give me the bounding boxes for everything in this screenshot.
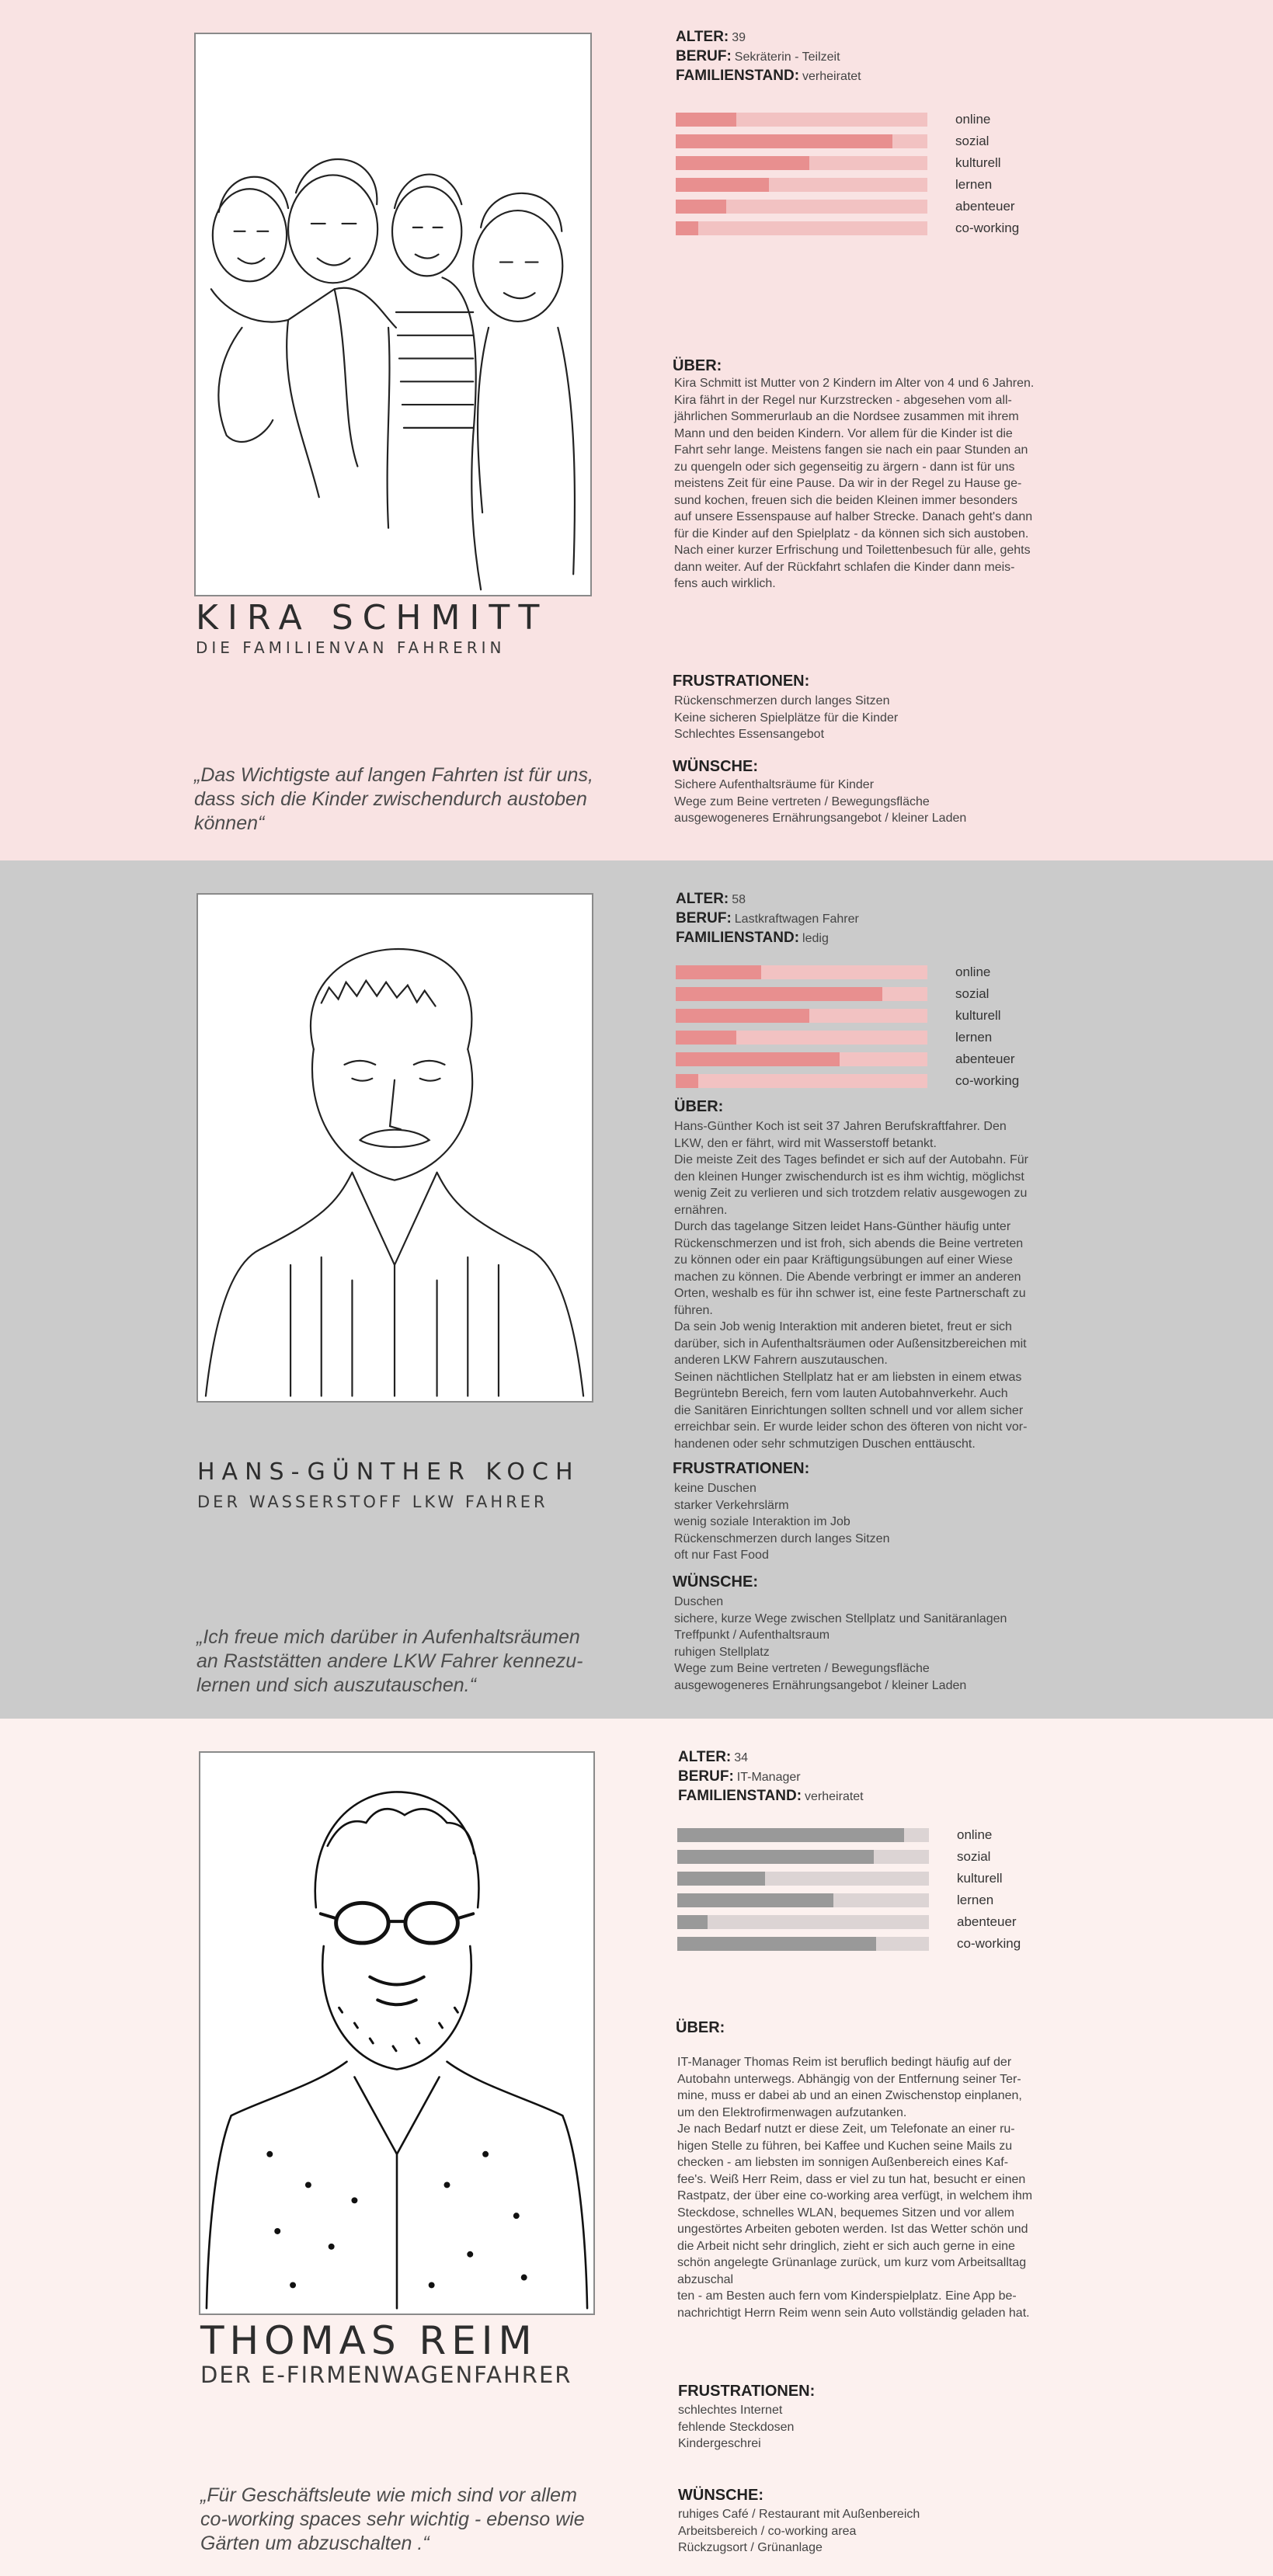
trait-bar-fill <box>676 134 892 148</box>
trait-bar-label: lernen <box>955 1030 993 1045</box>
persona-meta <box>676 890 859 948</box>
trait-bar-track <box>677 1893 929 1907</box>
trait-bar-track <box>677 1828 929 1842</box>
trait-bar-fill <box>676 156 809 170</box>
trait-bar-track <box>677 1915 929 1929</box>
frustrations-heading: FRUSTRATIONEN: <box>673 1460 810 1477</box>
frustrations-text: Rückenschmerzen durch langes Sitzen Keine sicheren Spielplätze für die Kinder Schlechtes Essensangebot <box>674 694 899 741</box>
trait-bar-track <box>676 200 927 214</box>
bearded-man-sketch-image <box>200 1753 593 2314</box>
persona-name: KIRA SCHMITT <box>196 598 549 638</box>
trait-bar-label: co-working <box>957 1936 1021 1951</box>
trait-bar-track <box>677 1937 929 1951</box>
trait-bar-fill <box>676 1074 698 1088</box>
persona-quote: „Für Geschäftsleute wie mich sind vor allem co-working spaces sehr wichtig - ebenso wie Gärten um abzuschalten .“ <box>200 2484 585 2554</box>
trait-bar-label: abenteuer <box>957 1914 1017 1929</box>
persona-meta <box>676 28 861 86</box>
persona-meta <box>678 1748 864 1806</box>
about-heading: ÜBER: <box>673 357 722 374</box>
age-row <box>676 28 861 47</box>
persona-subtitle: DER WASSERSTOFF LKW FAHRER <box>197 1493 548 1511</box>
age-value: 34 <box>734 1751 749 1764</box>
trait-bar-fill <box>676 200 726 214</box>
trait-bar-track <box>676 1074 927 1088</box>
trait-bar-track <box>677 1850 929 1864</box>
family-sketch-image <box>196 34 590 595</box>
status-value: ledig <box>802 932 829 945</box>
trait-bar-fill <box>677 1850 874 1864</box>
job-label: BERUF: <box>676 910 732 926</box>
trait-bar-track <box>676 221 927 235</box>
trait-bar-label: kulturell <box>957 1871 1003 1886</box>
trait-bar-label: sozial <box>955 134 990 148</box>
frustrations-text: schlechtes Internet fehlende Steckdosen Kindergeschrei <box>678 2404 795 2450</box>
status-label: FAMILIENSTAND: <box>676 930 800 946</box>
age-value: 39 <box>732 31 746 44</box>
trait-bar-fill <box>677 1828 904 1842</box>
job-value: Sekräterin - Teilzeit <box>734 50 840 64</box>
trait-bar-label: sozial <box>957 1849 991 1864</box>
trait-bar-fill <box>677 1915 708 1929</box>
trait-bar-fill <box>677 1893 833 1907</box>
trait-bar-label: sozial <box>955 986 990 1001</box>
trait-bar-track <box>676 965 927 979</box>
wishes-text: ruhiges Café / Restaurant mit Außenbereich Arbeitsbereich / co-working area Rückzugsort / Grünanlage <box>678 2508 920 2554</box>
persona-section-hans-guenther <box>0 860 1273 1719</box>
trait-bar-label: online <box>957 1827 993 1842</box>
trait-bar-label: abenteuer <box>955 1052 1015 1066</box>
trait-bar-label: online <box>955 112 991 127</box>
persona-section-kira <box>0 0 1273 860</box>
trait-bar-fill <box>677 1937 876 1951</box>
trait-bar-fill <box>676 113 736 127</box>
about-text: IT-Manager Thomas Reim ist beruflich bedingt häufig auf der Autobahn unterwegs. Abhängig von der Entfernung seiner Ter- mine, muss er dabei ab und an einen Zwischenstop einplanen, um den Elektrofirmenwagen aufzutanken. Je nach Bedarf nutzt er diese Zeit, um Telefonate an einer ru- higen Stelle zu führen, bei Kaffee und Kuchen seine Mails zu checken - am liebsten im sonnigen Außenbereich eines Kaf- fee's. Weiß Herr Reim, dass er viel zu tun hat, besucht er einen Rastpatz, der über eine co-working area verfügt, in welchem ihm Steckdose, schnelles WLAN, bequemes Sitzen und vor allem ungestörtes Arbeiten geboten werden. Ist das Wetter schön und die Arbeit nicht sehr dringlich, zieht er sich auch gerne in eine schön angelegte Grünanlage zurück, um kurz vom Arbeitsalltag abzuschal ten - am Besten auch fern vom Kinderspielplatz. Eine App be- nachrichtigt Herrn Reim wenn sein Auto vollständig geladen hat. <box>677 2056 1033 2320</box>
trait-bar-label: lernen <box>955 177 993 192</box>
persona-section-thomas <box>0 1719 1273 2576</box>
man-sketch-image <box>198 895 592 1401</box>
wishes-heading: WÜNSCHE: <box>673 1573 758 1590</box>
persona-quote: „Ich freue mich darüber in Aufenhaltsräumen an Raststätten andere LKW Fahrer kennezu- lernen und sich auszutauschen.“ <box>197 1626 583 1696</box>
trait-bar-fill <box>676 1031 736 1045</box>
job-label: BERUF: <box>676 48 732 64</box>
about-text: Hans-Günther Koch ist seit 37 Jahren Berufskraftfahrer. Den LKW, den er fährt, wird mit Wasserstoff betankt. Die meiste Zeit des Tages befindet er sich auf der Autobahn. Für den kleinen Hunger zwischendurch ist es ihm wichtig, möglichst wenig Zeit zu verlieren und sich trotzdem relativ ausgewogen zu ernähren. Durch das tagelange Sitzen leidet Hans-Günther häufig unter Rückenschmerzen und ist froh, sich abends die Beine vertreten zu können oder ein paar Kräftigungsübungen auf einer Wiese machen zu können. Die Abende verbringt er immer an anderen Orten, weshalb es für ihn schwer ist, eine feste Partnerschaft zu führen. Da sein Job wenig Interaktion mit anderen bietet, freut er sich darüber, sich in Aufenthaltsräumen oder Außensitzbereichen mit anderen LKW Fahrern auszutauschen. Seinen nächtlichen Stellplatz hat er am liebsten in einem etwas Begrüntebn Bereich, fern vom lauten Autobahnverkehr. Auch die Sanitären Einrichtungen sollten schnell und vor allem sicher erreichbar sein. Er wurde leider schon des öfteren von nicht vor- handenen oder sehr schmutzigen Duschen enttäuscht. <box>674 1120 1028 1451</box>
age-row <box>678 1748 864 1768</box>
trait-bar-fill <box>676 221 698 235</box>
trait-bar-label: abenteuer <box>955 199 1015 214</box>
trait-bar-fill <box>676 178 769 192</box>
trait-bar-track <box>676 1052 927 1066</box>
wishes-heading: WÜNSCHE: <box>678 2487 763 2504</box>
trait-bar-fill <box>676 987 882 1001</box>
job-row <box>676 909 859 929</box>
trait-bar-track <box>676 1031 927 1045</box>
status-label: FAMILIENSTAND: <box>678 1788 802 1804</box>
frustrations-heading: FRUSTRATIONEN: <box>673 673 810 690</box>
persona-name: THOMAS REIM <box>200 2318 537 2363</box>
trait-bar-label: kulturell <box>955 155 1001 170</box>
status-value: verheiratet <box>805 1790 864 1803</box>
trait-bar-track <box>676 1009 927 1023</box>
wishes-heading: WÜNSCHE: <box>673 758 758 775</box>
about-text: Kira Schmitt ist Mutter von 2 Kindern im Alter von 4 und 6 Jahren. Kira fährt in der Regel nur Kurzstrecken - abgesehen vom all- jährlichen Sommerurlaub an die Nordsee zusammen mit ihrem Mann und den beiden Kindern. Vor allem für die Kinder ist die Fahrt sehr lange. Meistens fangen sie nach ein paar Stunden an zu quengeln oder sich gegenseitig zu ärgern - dann ist für uns meistens Zeit für eine Pause. Da wir in der Regel zu Hause ge- sund kochen, freuen sich die beiden Kleinen immer besonders auf unsere Essenspause auf halber Strecke. Danach geht's dann für die Kinder auf den Spielplatz - da können sich sich austoben. Nach einer kurzer Erfrischung und Toilettenbesuch für alle, gehts dann weiter. Auf der Rückfahrt schlafen die Kinder dann meis- fens auch wirklich. <box>674 377 1035 590</box>
trait-bar-track <box>676 156 927 170</box>
trait-bar-track <box>676 113 927 127</box>
trait-bar-label: lernen <box>957 1893 994 1907</box>
trait-bar-label: online <box>955 965 991 979</box>
wishes-text: Sichere Aufenthaltsräume für Kinder Wege zum Beine vertreten / Bewegungsfläche ausgewogeneres Ernährungsangebot / kleiner Laden <box>674 778 967 825</box>
wishes-text: Duschen sichere, kurze Wege zwischen Stellplatz und Sanitäranlagen Treffpunkt / Aufenthaltsraum ruhigen Stellplatz Wege zum Beine vertreten / Bewegungsfläche ausgewogeneres Ernährungsangebot / kleiner Laden <box>674 1595 1007 1692</box>
persona-name: HANS-GÜNTHER KOCH <box>197 1458 580 1486</box>
portrait-hans-guenther <box>197 893 593 1403</box>
trait-bar-label: co-working <box>955 221 1020 235</box>
status-row <box>676 929 859 948</box>
persona-subtitle: DIE FAMILIENVAN FAHRERIN <box>196 638 506 657</box>
job-value: IT-Manager <box>736 1771 801 1784</box>
trait-bar-fill <box>676 965 761 979</box>
job-label: BERUF: <box>678 1768 734 1785</box>
status-value: verheiratet <box>802 70 861 83</box>
age-label: ALTER: <box>676 891 729 907</box>
age-row <box>676 890 859 909</box>
portrait-kira <box>194 33 592 596</box>
trait-bar-fill <box>676 1052 840 1066</box>
status-row <box>676 67 861 86</box>
trait-bar-fill <box>677 1872 765 1886</box>
job-row <box>676 47 861 67</box>
status-label: FAMILIENSTAND: <box>676 68 800 84</box>
portrait-thomas <box>199 1751 595 2315</box>
frustrations-text: keine Duschen starker Verkehrslärm wenig soziale Interaktion im Job Rückenschmerzen durch langes Sitzen oft nur Fast Food <box>674 1482 890 1562</box>
trait-bar-track <box>676 178 927 192</box>
job-row <box>678 1768 864 1787</box>
trait-bar-fill <box>676 1009 809 1023</box>
age-label: ALTER: <box>676 29 729 45</box>
about-heading: ÜBER: <box>674 1098 724 1115</box>
trait-bar-track <box>677 1872 929 1886</box>
persona-quote: „Das Wichtigste auf langen Fahrten ist für uns, dass sich die Kinder zwischendurch austoben können“ <box>194 764 593 834</box>
trait-bar-track <box>676 987 927 1001</box>
frustrations-heading: FRUSTRATIONEN: <box>678 2383 816 2400</box>
trait-bar-label: co-working <box>955 1073 1020 1088</box>
trait-bar-track <box>676 134 927 148</box>
job-value: Lastkraftwagen Fahrer <box>734 913 859 926</box>
trait-bar-label: kulturell <box>955 1008 1001 1023</box>
age-value: 58 <box>732 893 746 906</box>
persona-subtitle: DER E-FIRMENWAGENFAHRER <box>200 2362 572 2388</box>
age-label: ALTER: <box>678 1749 732 1765</box>
status-row <box>678 1787 864 1806</box>
about-heading: ÜBER: <box>676 2019 725 2036</box>
